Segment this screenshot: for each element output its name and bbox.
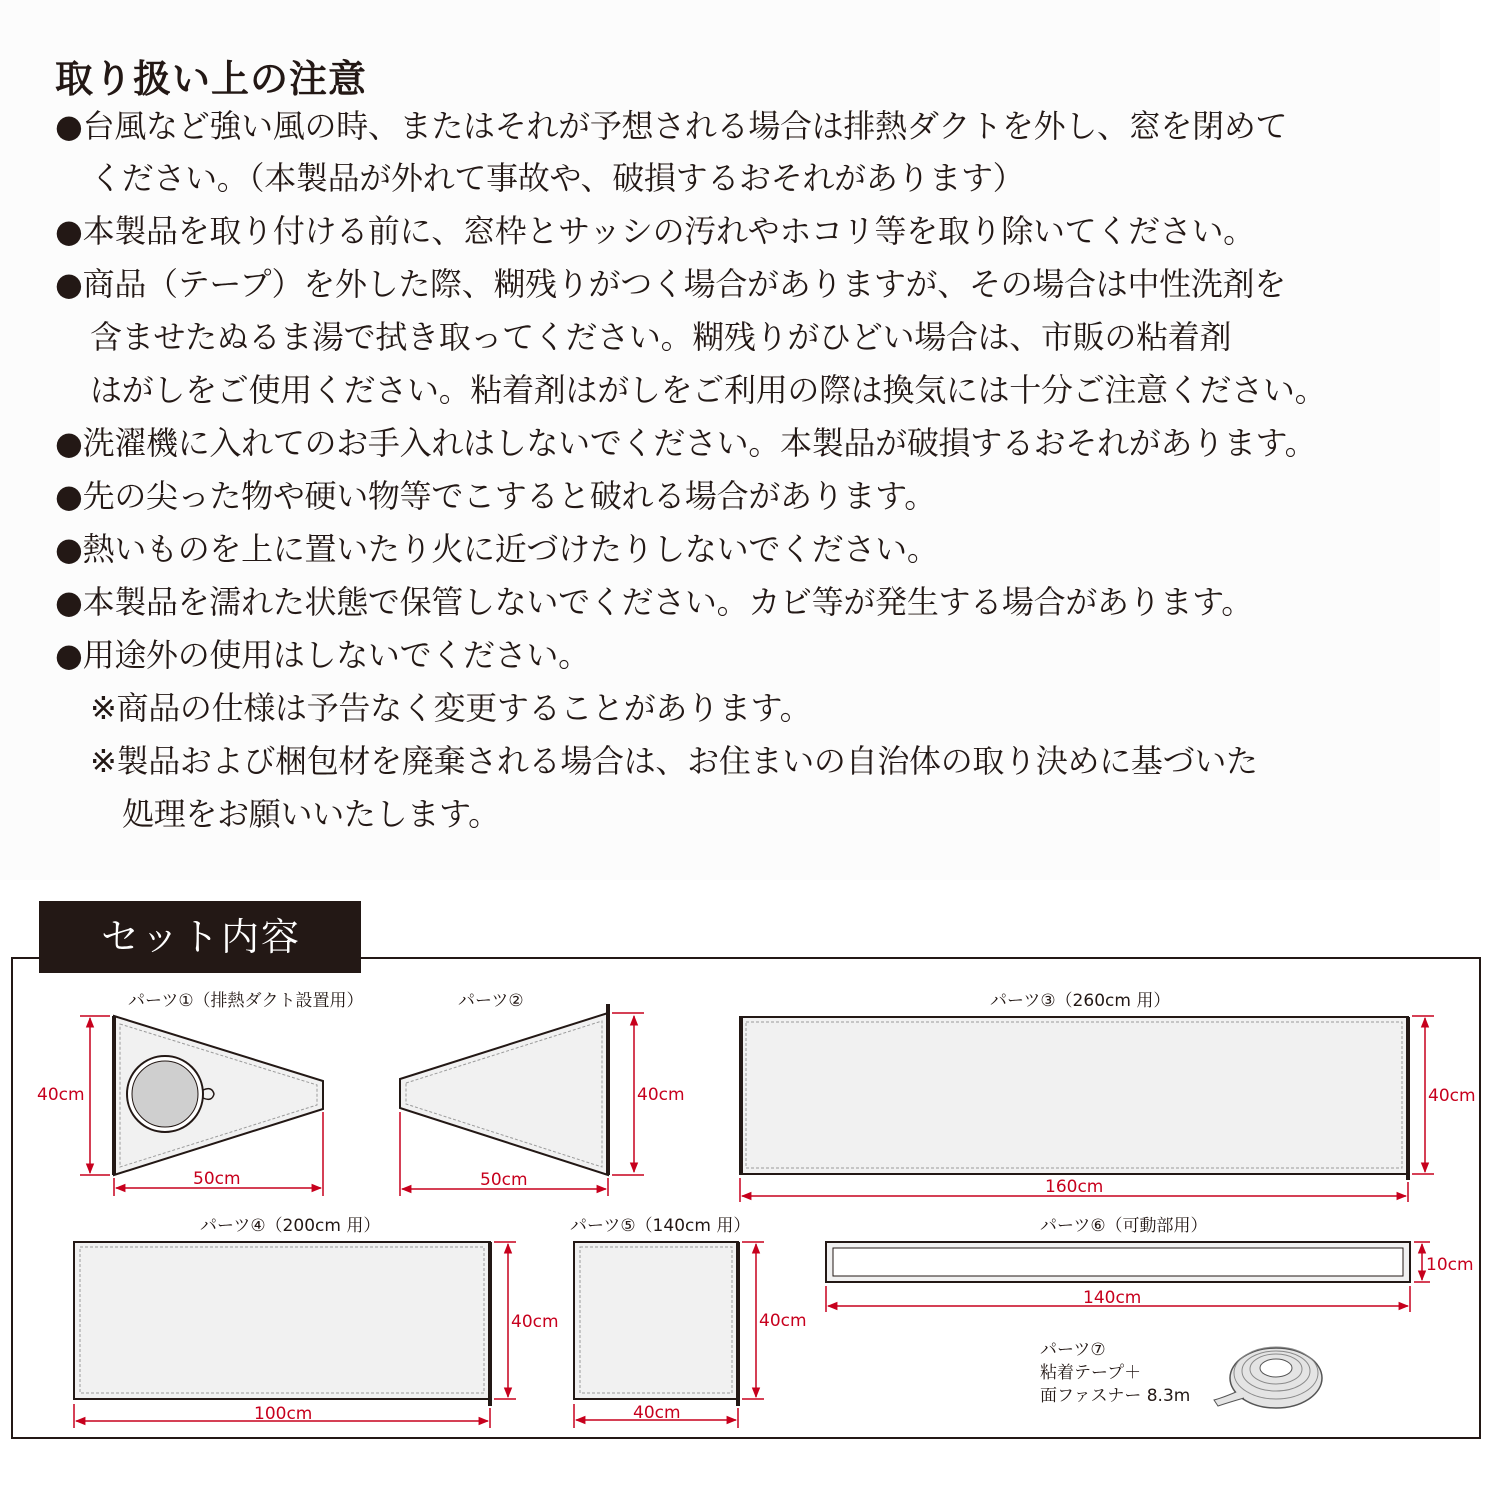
part-4-height: 40cm	[511, 1312, 559, 1332]
part-4-width: 100cm	[254, 1404, 313, 1424]
part-1-height: 40cm	[37, 1085, 85, 1105]
caution-line: ●熱いものを上に置いたり火に近づけたりしないでください。	[55, 530, 939, 568]
note-line: ※商品の仕様は予告なく変更することがあります。	[90, 689, 812, 727]
part-3-height: 40cm	[1428, 1086, 1476, 1106]
caution-line: ください。（本製品が外れて事故や、破損するおそれがあります）	[90, 159, 1025, 197]
caution-line: ●洗濯機に入れてのお手入れはしないでください。本製品が破損するおそれがあります。	[55, 424, 1317, 462]
part-2-width: 50cm	[480, 1170, 528, 1190]
part-5-height: 40cm	[759, 1311, 807, 1331]
part-3-label: パーツ③（260cm 用）	[990, 991, 1171, 1011]
caution-line: ●先の尖った物や硬い物等でこすると破れる場合があります。	[55, 477, 936, 515]
caution-line: ●用途外の使用はしないでください。	[55, 636, 590, 674]
part-6-label: パーツ⑥（可動部用）	[1040, 1216, 1208, 1236]
part-2-height: 40cm	[637, 1085, 685, 1105]
part-4-label: パーツ④（200cm 用）	[200, 1216, 381, 1236]
part-2	[400, 991, 685, 1196]
tape-roll-icon	[1214, 1347, 1322, 1408]
caution-line: ●本製品を取り付ける前に、窓枠とサッシの汚れやホコリ等を取り除いてください。	[55, 212, 1255, 250]
note-line: 処理をお願いいたします。	[122, 795, 500, 833]
part-2-panel	[400, 1013, 608, 1175]
part-6-inner	[833, 1248, 1403, 1276]
part-6	[826, 1216, 1474, 1312]
part-3-width: 160cm	[1045, 1177, 1104, 1197]
part-3	[740, 991, 1476, 1202]
caution-line: ●商品（テープ）を外した際、糊残りがつく場合がありますが、その場合は中性洗剤を	[55, 265, 1286, 303]
part-5-panel	[574, 1242, 738, 1399]
part-5-width: 40cm	[633, 1403, 681, 1423]
part-1-width: 50cm	[193, 1169, 241, 1189]
part-7	[1040, 1340, 1322, 1408]
caution-line: ●台風など強い風の時、またはそれが予想される場合は排熱ダクトを外し、窓を閉めて	[55, 107, 1288, 145]
part-6-width: 140cm	[1083, 1288, 1142, 1308]
part-5	[570, 1216, 807, 1428]
part-4	[74, 1216, 559, 1428]
part-2-label: パーツ②	[458, 991, 524, 1011]
cautions-title: 取り扱い上の注意	[55, 57, 368, 101]
caution-line: 含ませたぬるま湯で拭き取ってください。糊残りがひどい場合は、市販の粘着剤	[90, 318, 1232, 356]
note-line: ※製品および梱包材を廃棄される場合は、お住まいの自治体の取り決めに基づいた	[90, 742, 1258, 780]
part-1-label: パーツ①（排熱ダクト設置用）	[128, 991, 364, 1011]
part-7-label: パーツ⑦	[1040, 1340, 1106, 1360]
part-1	[37, 991, 364, 1196]
set-contents-header: セット内容	[39, 901, 361, 973]
duct-hole	[132, 1061, 198, 1127]
caution-line: はがしをご使用ください。粘着剤はがしをご利用の際は換気には十分ご注意ください。	[90, 371, 1327, 409]
part-7-length: 面ファスナー 8.3m	[1040, 1386, 1191, 1406]
caution-line: ●本製品を濡れた状態で保管しないでください。カビ等が発生する場合があります。	[55, 583, 1253, 621]
part-5-label: パーツ⑤（140cm 用）	[570, 1216, 751, 1236]
part-7-desc: 粘着テープ＋	[1040, 1363, 1142, 1383]
part-3-panel	[740, 1017, 1408, 1174]
part-6-height: 10cm	[1426, 1255, 1474, 1275]
part-4-panel	[74, 1242, 490, 1399]
